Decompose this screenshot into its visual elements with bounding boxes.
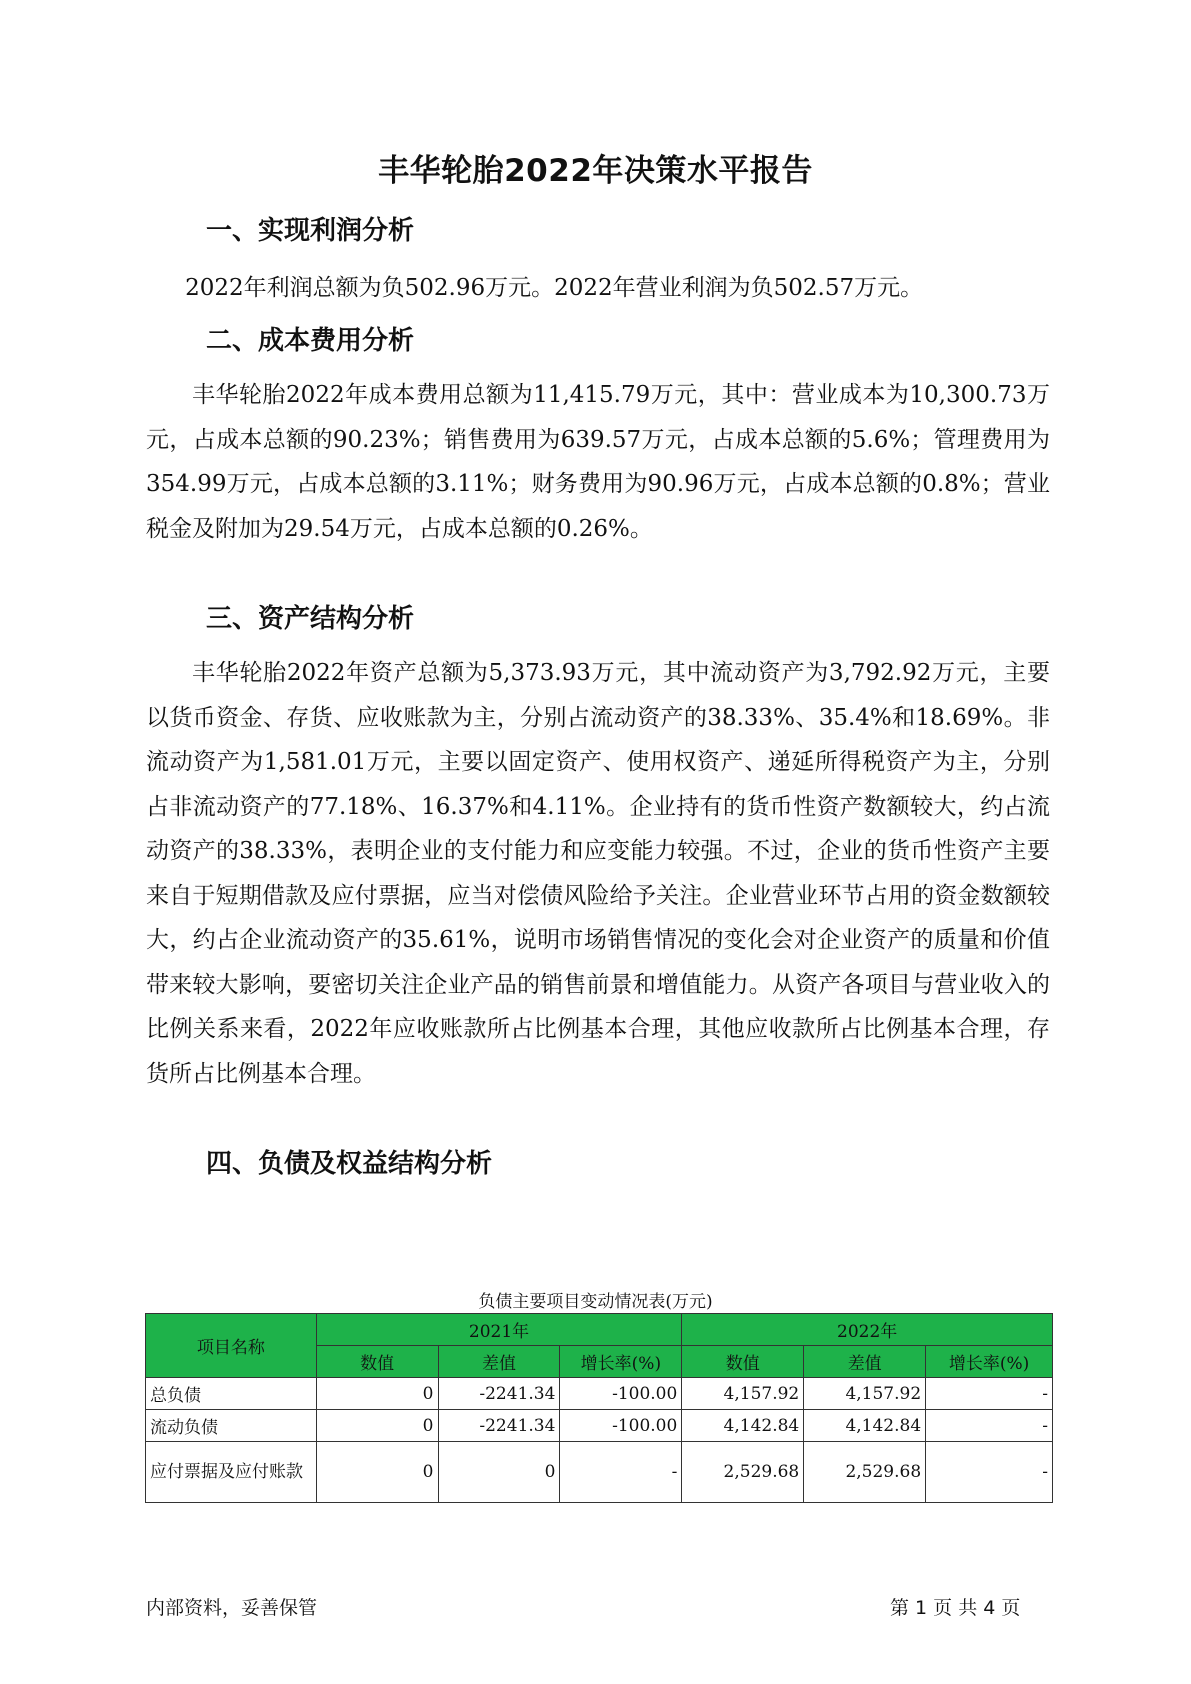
section-paragraph-profit: 2022年利润总额为负502.96万元。2022年营业利润为负502.57万元。 xyxy=(185,275,924,301)
row-name: 应付票据及应付账款 xyxy=(146,1442,317,1503)
cell-value-2021: 0 xyxy=(316,1410,438,1442)
footer-confidential-note: 内部资料，妥善保管 xyxy=(146,1597,318,1619)
subheader-diff-2022: 差值 xyxy=(804,1346,926,1378)
cell-growth-2021: -100.00 xyxy=(560,1410,682,1442)
cell-growth-2021: - xyxy=(560,1442,682,1503)
section-paragraph-cost: 丰华轮胎2022年成本费用总额为11,415.79万元，其中：营业成本为10,300.73万元，占成本总额的90.23%；销售费用为639.57万元，占成本总额的5.6%；管理费用为354.99万元，占成本总额的3.11%；财务费用为90.96万元，占成本总额的0.8%；营业税金及附加为29.54万元，占成本总额的0.26%。 xyxy=(146,382,1050,542)
cell-diff-2022: 2,529.68 xyxy=(804,1442,926,1503)
header-year-2021: 2021年 xyxy=(316,1314,682,1346)
cell-diff-2021: -2241.34 xyxy=(438,1378,560,1410)
subheader-diff-2021: 差值 xyxy=(438,1346,560,1378)
cell-diff-2021: -2241.34 xyxy=(438,1410,560,1442)
document-title: 丰华轮胎2022年决策水平报告 xyxy=(378,153,813,189)
cell-growth-2022: - xyxy=(926,1442,1053,1503)
cell-diff-2021: 0 xyxy=(438,1442,560,1503)
liabilities-table xyxy=(145,1313,1053,1503)
cell-growth-2022: - xyxy=(926,1378,1053,1410)
row-name: 流动负债 xyxy=(146,1410,317,1442)
cell-value-2021: 0 xyxy=(316,1378,438,1410)
cell-value-2022: 4,142.84 xyxy=(682,1410,804,1442)
cell-diff-2022: 4,157.92 xyxy=(804,1378,926,1410)
header-year-2022: 2022年 xyxy=(682,1314,1053,1346)
section-heading-cost: 二、成本费用分析 xyxy=(206,326,415,356)
table-caption: 负债主要项目变动情况表(万元) xyxy=(478,1292,713,1312)
subheader-value-2022: 数值 xyxy=(682,1346,804,1378)
header-item-name: 项目名称 xyxy=(146,1314,317,1378)
subheader-growth-2021: 增长率(%) xyxy=(560,1346,682,1378)
subheader-growth-2022: 增长率(%) xyxy=(926,1346,1053,1378)
section-heading-assets: 三、资产结构分析 xyxy=(206,604,415,634)
cell-value-2022: 2,529.68 xyxy=(682,1442,804,1503)
table-row xyxy=(146,1410,1053,1442)
section-heading-liabilities: 四、负债及权益结构分析 xyxy=(206,1149,493,1179)
cell-value-2022: 4,157.92 xyxy=(682,1378,804,1410)
footer-page-number: 第 1 页 共 4 页 xyxy=(890,1597,1021,1619)
cell-growth-2021: -100.00 xyxy=(560,1378,682,1410)
cell-diff-2022: 4,142.84 xyxy=(804,1410,926,1442)
table-row xyxy=(146,1442,1053,1503)
cell-growth-2022: - xyxy=(926,1410,1053,1442)
table-row xyxy=(146,1378,1053,1410)
section-paragraph-assets: 丰华轮胎2022年资产总额为5,373.93万元，其中流动资产为3,792.92万元，主要以货币资金、存货、应收账款为主，分别占流动资产的38.33%、35.4%和18.69%。非流动资产为1,581.01万元，主要以固定资产、使用权资产、递延所得税资产为主，分别占非流动资产的77.18%、16.37%和4.11%。企业持有的货币性资产数额较大，约占流动资产的38.33%，表明企业的支付能力和应变能力较强。不过，企业的货币性资产主要来自于短期借款及应付票据，应当对偿债风险给予关注。企业营业环节占用的资金数额较大，约占企业流动资产的35.61%，说明市场销售情况的变化会对企业资产的质量和价值带来较大影响，要密切关注企业产品的销售前景和增值能力。从资产各项目与营业收入的比例关系来看，2022年应收账款所占比例基本合理，其他应收款所占比例基本合理，存货所占比例基本合理。 xyxy=(146,660,1050,1087)
cell-value-2021: 0 xyxy=(316,1442,438,1503)
section-heading-profit: 一、实现利润分析 xyxy=(206,216,415,246)
subheader-value-2021: 数值 xyxy=(316,1346,438,1378)
row-name: 总负债 xyxy=(146,1378,317,1410)
